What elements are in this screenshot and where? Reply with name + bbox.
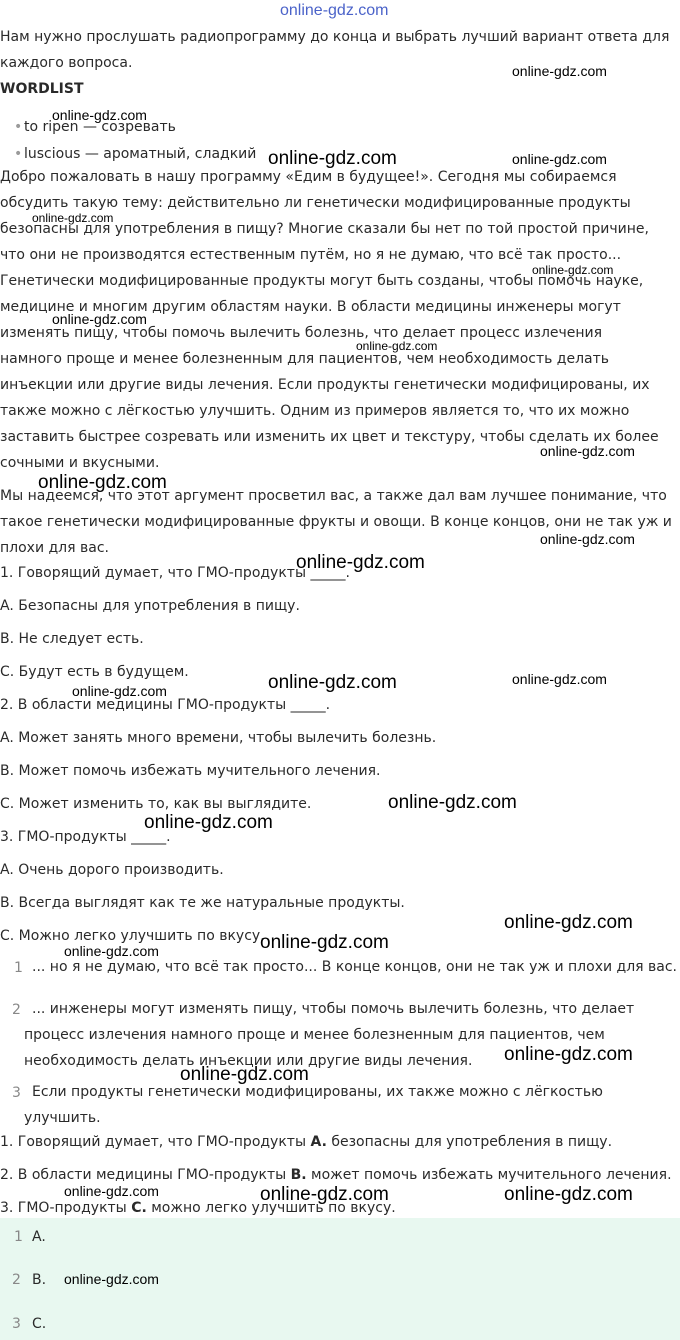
summary-answer	[0, 1135, 612, 1149]
watermark: online-gdz.com	[532, 263, 614, 277]
watermark: online-gdz.com	[260, 932, 389, 953]
watermark: online-gdz.com	[504, 912, 633, 933]
answer-key-number: 3	[12, 1316, 21, 1332]
bullet-icon: •	[14, 146, 23, 162]
watermark: online-gdz.com	[512, 151, 607, 167]
task-instructions	[0, 24, 680, 79]
text-line: Добро пожаловать в нашу программу «Едим в будущее!». Сегодня мы собираемся	[0, 169, 617, 185]
watermark: online-gdz.com	[268, 148, 397, 169]
summary-text: может помочь избежать мучительного лечения.	[306, 1167, 672, 1183]
text-line: сочными и вкусными.	[0, 455, 160, 471]
answer-key-letter: C.	[32, 1316, 47, 1332]
text-line: намного проще и менее болезненным для пациентов, чем необходимость делать	[0, 351, 610, 367]
text-line: Нам нужно прослушать радиопрограмму до конца и выбрать лучший вариант ответа для	[0, 29, 670, 45]
evidence-text	[24, 996, 672, 1074]
watermark: online-gdz.com	[52, 311, 147, 327]
watermark: online-gdz.com	[32, 211, 114, 225]
answer-key-letter: A.	[32, 1229, 46, 1245]
answer-key-box	[0, 1218, 680, 1340]
text-line: Мы надеемся, что этот аргумент просветил вас, а также дал вам лучшее понимание, что	[0, 488, 667, 504]
watermark: online-gdz.com	[540, 443, 635, 459]
text-line: также можно с лёгкостью улучшить. Одним из примеров является то, что их можно	[0, 403, 630, 419]
text-line: медицине и многим другим областям науки. В области медицины инженеры могут	[0, 299, 621, 315]
answer-option: A. Очень дорого производить.	[0, 862, 224, 878]
answer-letter: A.	[310, 1134, 327, 1150]
bullet-icon: •	[14, 119, 23, 135]
text-line: безопасны для употребления в пищу? Многие сказали бы нет по той простой причине,	[0, 221, 649, 237]
answer-key-number: 2	[12, 1272, 21, 1288]
text-line: изменять пищу, чтобы помочь вылечить болезнь, что делает процесс излечения	[0, 325, 603, 341]
text-line: ... инженеры могут изменять пищу, чтобы помочь вылечить болезнь, что делает	[32, 1001, 635, 1017]
summary-text: безопасны для употребления в пищу.	[326, 1134, 613, 1150]
text-line: процесс излечения намного проще и менее болезненным для пациентов, чем	[24, 1027, 605, 1043]
wordlist-title: WORDLIST	[0, 81, 84, 97]
summary-text: 1. Говорящий думает, что ГМО-продукты	[0, 1134, 311, 1150]
watermark: online-gdz.com	[296, 552, 425, 573]
watermark: online-gdz.com	[280, 2, 389, 19]
answer-option: C. Может изменить то, как вы выглядите.	[0, 796, 312, 812]
answer-letter: B.	[290, 1167, 307, 1183]
watermark: online-gdz.com	[512, 671, 607, 687]
watermark: online-gdz.com	[504, 1184, 633, 1205]
wordlist-item-text: luscious — ароматный, сладкий	[24, 146, 257, 162]
answer-key-number: 1	[14, 1229, 23, 1245]
watermark: online-gdz.com	[52, 107, 147, 123]
watermark: online-gdz.com	[540, 531, 635, 547]
answer-option: B. Не следует есть.	[0, 631, 144, 647]
watermark: online-gdz.com	[268, 672, 397, 693]
answer-key-letter: B.	[32, 1272, 47, 1288]
answer-option: A. Безопасны для употребления в пищу.	[0, 598, 300, 614]
evidence-number: 1	[14, 960, 23, 976]
question-text: 1. Говорящий думает, что ГМО-продукты _____.	[0, 565, 350, 581]
watermark: online-gdz.com	[38, 472, 167, 493]
text-line: обсудить такую тему: действительно ли генетически модифицированные продукты	[0, 195, 631, 211]
text-line: Генетически модифицированные продукты могут быть созданы, чтобы помочь науке,	[0, 273, 644, 289]
evidence-text: ... но я не думаю, что всё так просто... В конце концов, они не так уж и плохи для вас.	[32, 959, 678, 975]
answer-option: C. Можно легко улучшить по вкусу.	[0, 928, 265, 944]
summary-text: 2. В области медицины ГМО-продукты	[0, 1167, 291, 1183]
question-text: 3. ГМО-продукты _____.	[0, 829, 171, 845]
text-line: такое генетически модифицированные фрукты и овощи. В конце концов, они не так уж и	[0, 514, 672, 530]
question-text: 2. В области медицины ГМО-продукты _____.	[0, 697, 331, 713]
watermark: online-gdz.com	[144, 812, 273, 833]
text-line: плохи для вас.	[0, 540, 109, 556]
watermark: online-gdz.com	[512, 63, 607, 79]
watermark: online-gdz.com	[64, 1271, 159, 1287]
answer-option: C. Будут есть в будущем.	[0, 664, 189, 680]
summary-text: 3. ГМО-продукты	[0, 1200, 132, 1216]
answer-option: B. Может помочь избежать мучительного лечения.	[0, 763, 381, 779]
watermark: online-gdz.com	[64, 943, 159, 959]
watermark: online-gdz.com	[260, 1184, 389, 1205]
transcript-paragraph	[0, 483, 680, 561]
transcript-paragraph	[0, 164, 680, 476]
evidence-text	[24, 1079, 672, 1131]
watermark: online-gdz.com	[356, 339, 438, 353]
text-line: инъекции или другие виды лечения. Если продукты генетически модифицированы, их	[0, 377, 650, 393]
answer-option: A. Может занять много времени, чтобы вылечить болезнь.	[0, 730, 437, 746]
summary-text: можно легко улучшить по вкусу.	[146, 1200, 396, 1216]
text-line: необходимость делать инъекции или другие виды лечения.	[24, 1053, 473, 1069]
watermark: online-gdz.com	[504, 1044, 633, 1065]
watermark: online-gdz.com	[180, 1064, 309, 1085]
watermark: online-gdz.com	[72, 683, 167, 699]
text-line: Если продукты генетически модифицированы, их также можно с лёгкостью	[32, 1084, 603, 1100]
wordlist-item-text: to ripen — созревать	[24, 119, 176, 135]
evidence-number: 3	[12, 1085, 21, 1101]
evidence-number: 2	[12, 1002, 21, 1018]
text-line: каждого вопроса.	[0, 55, 133, 71]
answer-option: B. Всегда выглядят как те же натуральные продукты.	[0, 895, 405, 911]
watermark: online-gdz.com	[388, 792, 517, 813]
answer-letter: C.	[131, 1200, 147, 1216]
text-line: улучшить.	[24, 1110, 101, 1126]
watermark: online-gdz.com	[64, 1183, 159, 1199]
summary-answer	[0, 1201, 396, 1215]
summary-answer	[0, 1168, 672, 1182]
text-line: заставить быстрее созревать или изменить их цвет и текстуру, чтобы сделать их более	[0, 429, 659, 445]
text-line: что они не производятся естественным путём, но я не думаю, что всё так просто...	[0, 247, 622, 263]
